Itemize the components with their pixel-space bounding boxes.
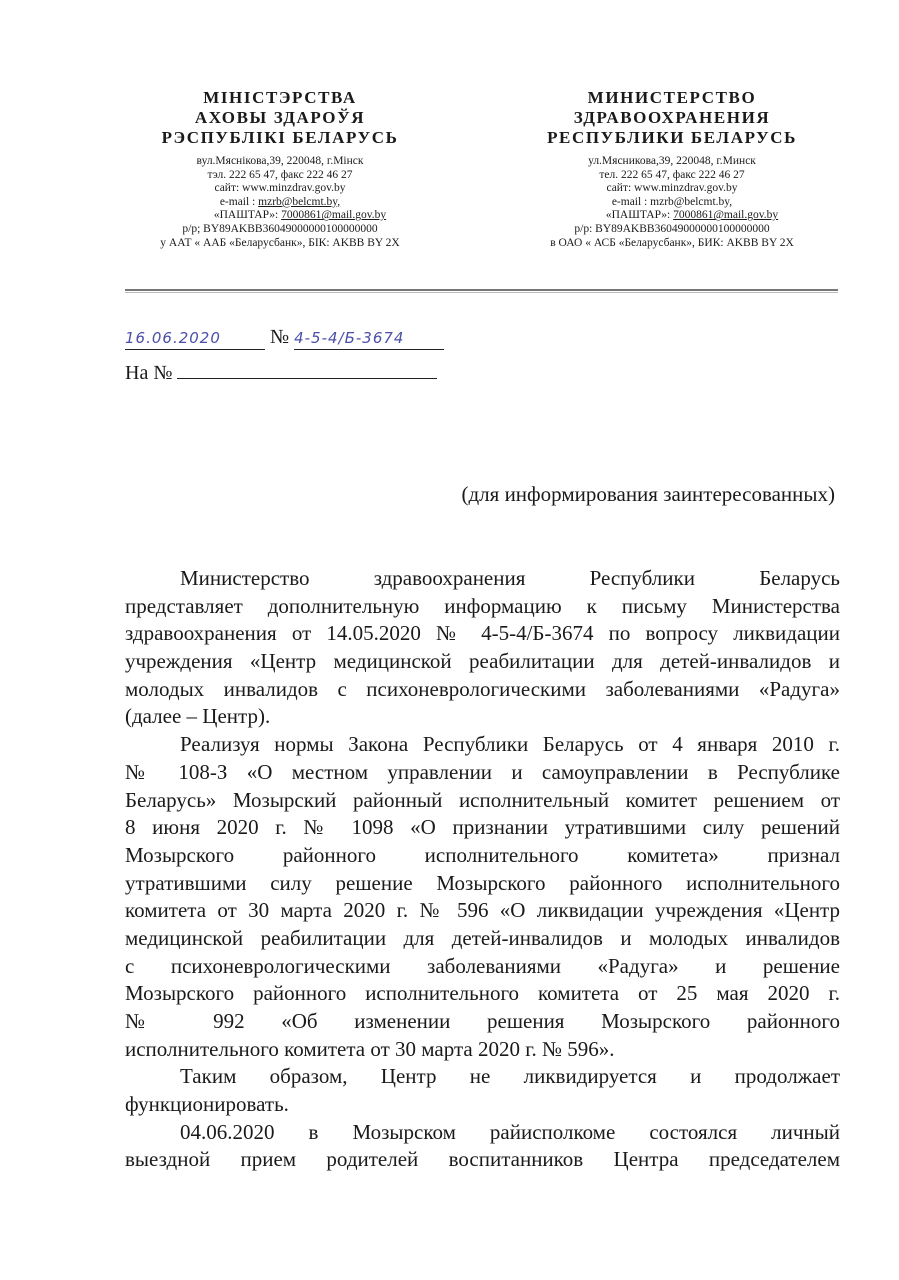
pashtar-label: «ПАШТАР»:: [213, 209, 282, 222]
account: р/р: BY89AKBB36049000000100000000: [574, 222, 770, 235]
incoming-reference: [125, 360, 437, 385]
text-line: Реализуя нормы Закона Республики Беларусь от 4 января 2010 г.: [180, 732, 840, 757]
text-line: исполнительного комитета от 30 марта 2020 г. № 596».: [125, 1036, 615, 1061]
title-line: МІНІСТЭРСТВА: [203, 88, 357, 107]
number-field: [294, 326, 444, 350]
email-line: [482, 196, 862, 210]
handwritten-date: 16.06.2020: [125, 329, 221, 347]
pashtar-label: «ПАШТАР»:: [605, 209, 674, 222]
text-line: № 108-З «О местном управлении и самоуправлении в Республике: [125, 759, 840, 784]
date-field: [125, 326, 265, 350]
title-line: АХОВЫ ЗДАРОЎЯ: [194, 108, 366, 127]
pashtar-link[interactable]: 7000861@mail.gov.by: [673, 209, 779, 222]
paragraph: [125, 1063, 840, 1118]
addressee-note: (для информирования заинтересованных): [461, 482, 835, 506]
text-line: выездной прием родителей воспитанников Центра председателем: [125, 1147, 840, 1172]
account: р/р; BY89AKBB36049000000100000000: [182, 222, 378, 235]
bank: у ААТ « ААБ «Беларусбанк», БІК: AKBB BY 2X: [160, 236, 400, 249]
phone: тэл. 222 65 47, факс 222 46 27: [207, 168, 353, 181]
email-label: e-mail :: [219, 195, 259, 208]
address: вул.Мяснікова,39, 220048, г.Мінск: [196, 155, 364, 167]
letterhead-belarusian: [90, 88, 470, 250]
text-line: комитета от 30 марта 2020 г. № 596 «О ликвидации учреждения «Центр: [125, 898, 840, 923]
ministry-title-ru: [482, 88, 862, 148]
paragraph: [125, 731, 840, 1063]
text-line: 8 июня 2020 г. № 1098 «О признании утратившими силу решений: [125, 815, 840, 840]
title-line: МИНИСТЕРСТВО: [587, 88, 757, 107]
text-line: Министерство здравоохранения Республики Беларусь: [180, 566, 840, 590]
title-line: РЕСПУБЛИКИ БЕЛАРУСЬ: [547, 128, 797, 147]
ministry-title-by: [90, 88, 470, 148]
paragraph: [125, 1119, 840, 1174]
contacts-by: [90, 155, 470, 250]
text-line: Мозырского районного исполнительного комитета» признал: [125, 842, 840, 867]
outgoing-reference: [125, 326, 444, 350]
email-line: [90, 196, 470, 210]
text-line: Мозырского районного исполнительного комитета от 25 мая 2020 г.: [125, 981, 840, 1006]
email-label: e-mail :: [611, 195, 651, 208]
title-line: РЭСПУБЛІКІ БЕЛАРУСЬ: [161, 128, 399, 147]
text-line: с психоневрологическими заболеваниями «Радуга» и решение: [125, 953, 840, 978]
pashtar-line: [482, 209, 862, 223]
address: ул.Мясникова,39, 220048, г.Минск: [588, 155, 756, 167]
text-line: № 992 «Об изменении решения Мозырского районного: [125, 1009, 840, 1033]
reply-label: На №: [125, 362, 173, 384]
text-line: молодых инвалидов с психоневрологическими заболеваниями «Радуга»: [125, 676, 840, 701]
text-line: утратившими силу решение Мозырского районного исполнительного: [125, 870, 840, 895]
letterhead-russian: [482, 88, 862, 250]
contacts-ru: [482, 155, 862, 250]
text-line: медицинской реабилитации для детей-инвалидов и молодых инвалидов: [125, 925, 840, 950]
text-line: Таким образом, Центр не ликвидируется и продолжает: [180, 1064, 840, 1089]
pashtar-link[interactable]: 7000861@mail.gov.by: [281, 209, 387, 222]
email-link[interactable]: mzrb@belcmt.by,: [258, 195, 341, 208]
bank: в ОАО « АСБ «Беларусбанк», БИК: AKBB BY 2X: [550, 236, 794, 249]
title-line: ЗДРАВООХРАНЕНИЯ: [573, 108, 771, 127]
header-divider: [125, 289, 838, 293]
email-text: mzrb@belcmt.by,: [650, 195, 733, 208]
paragraph: [125, 565, 840, 731]
site: сайт: www.minzdrav.gov.by: [214, 182, 346, 195]
text-line: функционировать.: [125, 1092, 289, 1117]
site: сайт: www.minzdrav.gov.by: [606, 182, 738, 195]
number-label: №: [270, 326, 290, 348]
text-line: (далее – Центр).: [125, 704, 271, 729]
text-line: 04.06.2020 в Мозырском райисполкоме состоялся личный: [180, 1119, 840, 1144]
text-line: здравоохранения от 14.05.2020 № 4-5-4/Б-3674 по вопросу ликвидации: [125, 621, 840, 646]
handwritten-number: 4-5-4/Б-3674: [294, 329, 405, 347]
letter-body: [125, 565, 840, 1174]
text-line: Беларусь» Мозырский районный исполнительный комитет решением от: [125, 787, 840, 812]
reply-number-field: [177, 360, 437, 379]
text-line: учреждения «Центр медицинской реабилитации для детей-инвалидов и: [125, 649, 840, 674]
pashtar-line: [90, 209, 470, 223]
phone: тел. 222 65 47, факс 222 46 27: [599, 168, 745, 181]
text-line: представляет дополнительную информацию к письму Министерства: [125, 593, 840, 618]
